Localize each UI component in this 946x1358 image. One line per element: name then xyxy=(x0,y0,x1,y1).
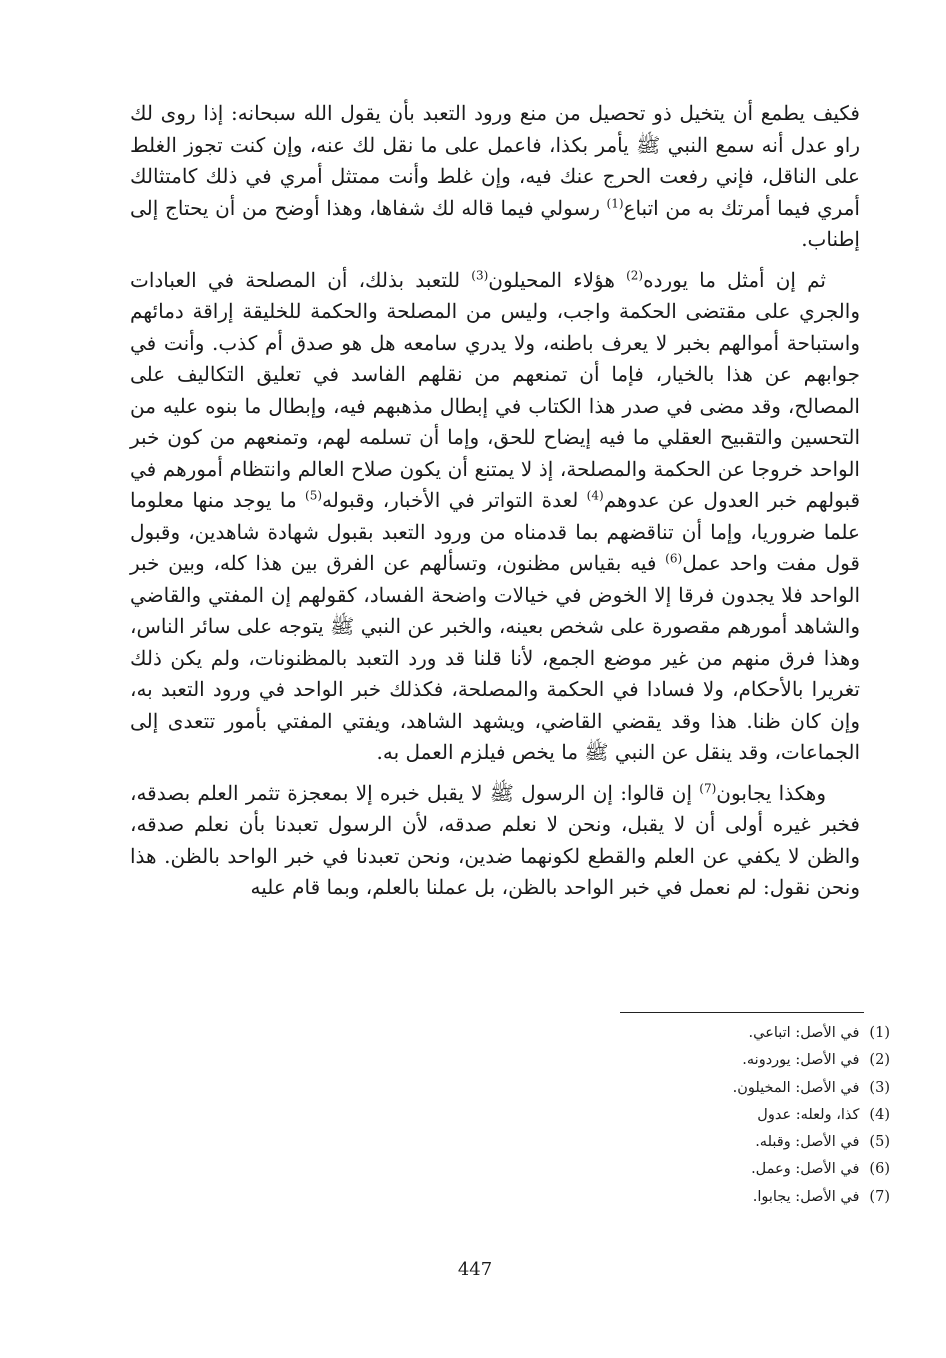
footnote-item xyxy=(500,1020,890,1047)
footnote-reference: (7) xyxy=(699,780,717,795)
footnote-number: (6) xyxy=(869,1161,890,1178)
footnote-text: في الأصل: يجابوا. xyxy=(752,1188,860,1205)
footnote-item xyxy=(500,1184,890,1211)
footnote-text: في الأصل: وعمل. xyxy=(751,1161,860,1178)
footnote-text: في الأصل: وقبله. xyxy=(755,1134,860,1151)
footnote-number: (3) xyxy=(869,1079,890,1096)
footnote-reference: (1) xyxy=(606,195,624,210)
paragraph xyxy=(130,778,860,904)
footnote-text: في الأصل: يوردونه. xyxy=(742,1052,860,1069)
footnote-reference: (2) xyxy=(626,267,644,282)
footnote-number: (2) xyxy=(869,1052,890,1069)
text-run: هؤلاء المحيلون xyxy=(488,267,627,292)
footnote-number: (5) xyxy=(869,1134,890,1151)
footnote-item xyxy=(500,1075,890,1102)
main-text xyxy=(130,98,860,904)
footnote-item xyxy=(500,1129,890,1156)
text-run: إن قالوا: إن الرسول ﷺ لا يقبل خبره إلا بمعجزة تثمر العلم بصدقه، فخبر غيره أولى أن لا يقبل، ونحن لا نعلم صدقه، لأن الرسول تعبدنا بأن نعلم صدقه، والظن لا يكفي عن العلم والقطع لكونهما ضدين، ونحن تعبدنا في خبر الواحد بالظن. هذا ونحن نقول: لم نعمل في خبر الواحد بالظن، بل عملنا بالعلم، وبما قام عليه xyxy=(130,780,860,899)
text-run: ثم إن أمثل ما يورده xyxy=(643,267,826,292)
footnote-reference: (5) xyxy=(305,488,323,503)
footnote-separator xyxy=(620,1012,864,1013)
footnote-number: (4) xyxy=(869,1106,890,1123)
footnote-item xyxy=(500,1102,890,1129)
footnote-reference: (6) xyxy=(665,551,683,566)
footnote-item xyxy=(500,1156,890,1183)
footnote-text: في الأصل: المخيلون. xyxy=(732,1079,860,1096)
footnote-number: (7) xyxy=(869,1188,890,1205)
footnote-reference: (4) xyxy=(586,488,604,503)
footnote-item xyxy=(500,1047,890,1074)
page-number: 447 xyxy=(457,1259,493,1280)
paragraph xyxy=(130,98,860,256)
text-run: ما يوجد منها معلوما علما ضروريا، وإما أن تناقضهم بما قدمناه من ورود التعبد بقبول شهادة شاهدين، وقبول قول مفت واحد عمل xyxy=(130,488,860,575)
footnotes-list xyxy=(500,1020,890,1211)
footnote-number: (1) xyxy=(869,1025,890,1041)
footnote-text: كذا، ولعله: عدول xyxy=(757,1106,860,1123)
text-run: فيه بقياس مظنون، وتسألهم عن الفرق بين هذا كله، وبين خبر الواحد فلا يجدون فرقا إلا الخوض في خيالات واضحة الفساد، كقولهم إن المفتي والقاضي والشاهد أمورهم مقصورة على شخص بعينه، والخبر عن النبي ﷺ يتوجه على سائر الناس، وهذا فرق منهم من غير موضع الجمع، لأنا قلنا قد ورد التعبد بالمظنونات، ولم يكن ذلك تغريرا بالأحكام، ولا فسادا في الحكمة والمصلحة، فكذلك خبر الواحد في ورود التعبد به، وإن كان ظنا. هذا وقد يقضي القاضي، ويشهد الشاهد، ويفتي المفتي بأمور تتعدى إلى الجماعات، وقد ينقل عن النبي ﷺ ما يخص فيلزم العمل به. xyxy=(130,551,860,764)
paragraph xyxy=(130,265,860,769)
footnote-text: في الأصل: اتباعي. xyxy=(748,1025,860,1041)
text-run: فكيف يطمع أن يتخيل ذو تحصيل من منع ورود التعبد بأن يقول الله سبحانه: إذا روى لك راو عدل أنه سمع النبي ﷺ يأمر بكذا، فاعمل على ما نقل لك عنه، وإن كنت تجوز الغلط على الناقل، فإني رفعت الحرج عنك فيه، وإن غلط وأنت ممتثل أمري في ذلك كامتثالك أمري فيما أمرتك به من اتباع xyxy=(130,101,860,220)
text-run: للتعبد بذلك، أن المصلحة في العبادات والجري على مقتضى الحكمة واجب، وليس من المصلحة والحكمة للخليقة إراقة دمائهم واستباحة أموالهم بخبر لا يعرف باطنه، ولا يدري سامعه هل هو صدق أم كذب. وأنت في جوابهم عن هذا بالخيار، فإما أن تمنعهم من نقلهم الفاسد في تعليق التكاليف على المصالح، وقد مضى في صدر هذا الكتاب في إبطال مذهبهم فيه، وإبطال ما بنوه عليه من التحسين والتقبيح العقلي ما فيه إيضاح للحق، وإما أن تسلمه لهم، وتمنعهم من كون خبر الواحد خروجا عن الحكمة والمصلحة، إذ لا يمتنع أن يكون صلاح العالم وانتظام أمورهم في قبولهم خبر العدول عن عدوهم xyxy=(130,267,861,512)
text-run: وهكذا يجابون xyxy=(716,780,826,805)
footnote-reference: (3) xyxy=(471,267,489,282)
text-run: لعدة التواتر في الأخبار، وقبوله xyxy=(322,488,587,512)
text-run: رسولي فيما قاله لك شفاها، وهذا أوضح من أن يحتاج إلى إطناب. xyxy=(130,195,860,251)
